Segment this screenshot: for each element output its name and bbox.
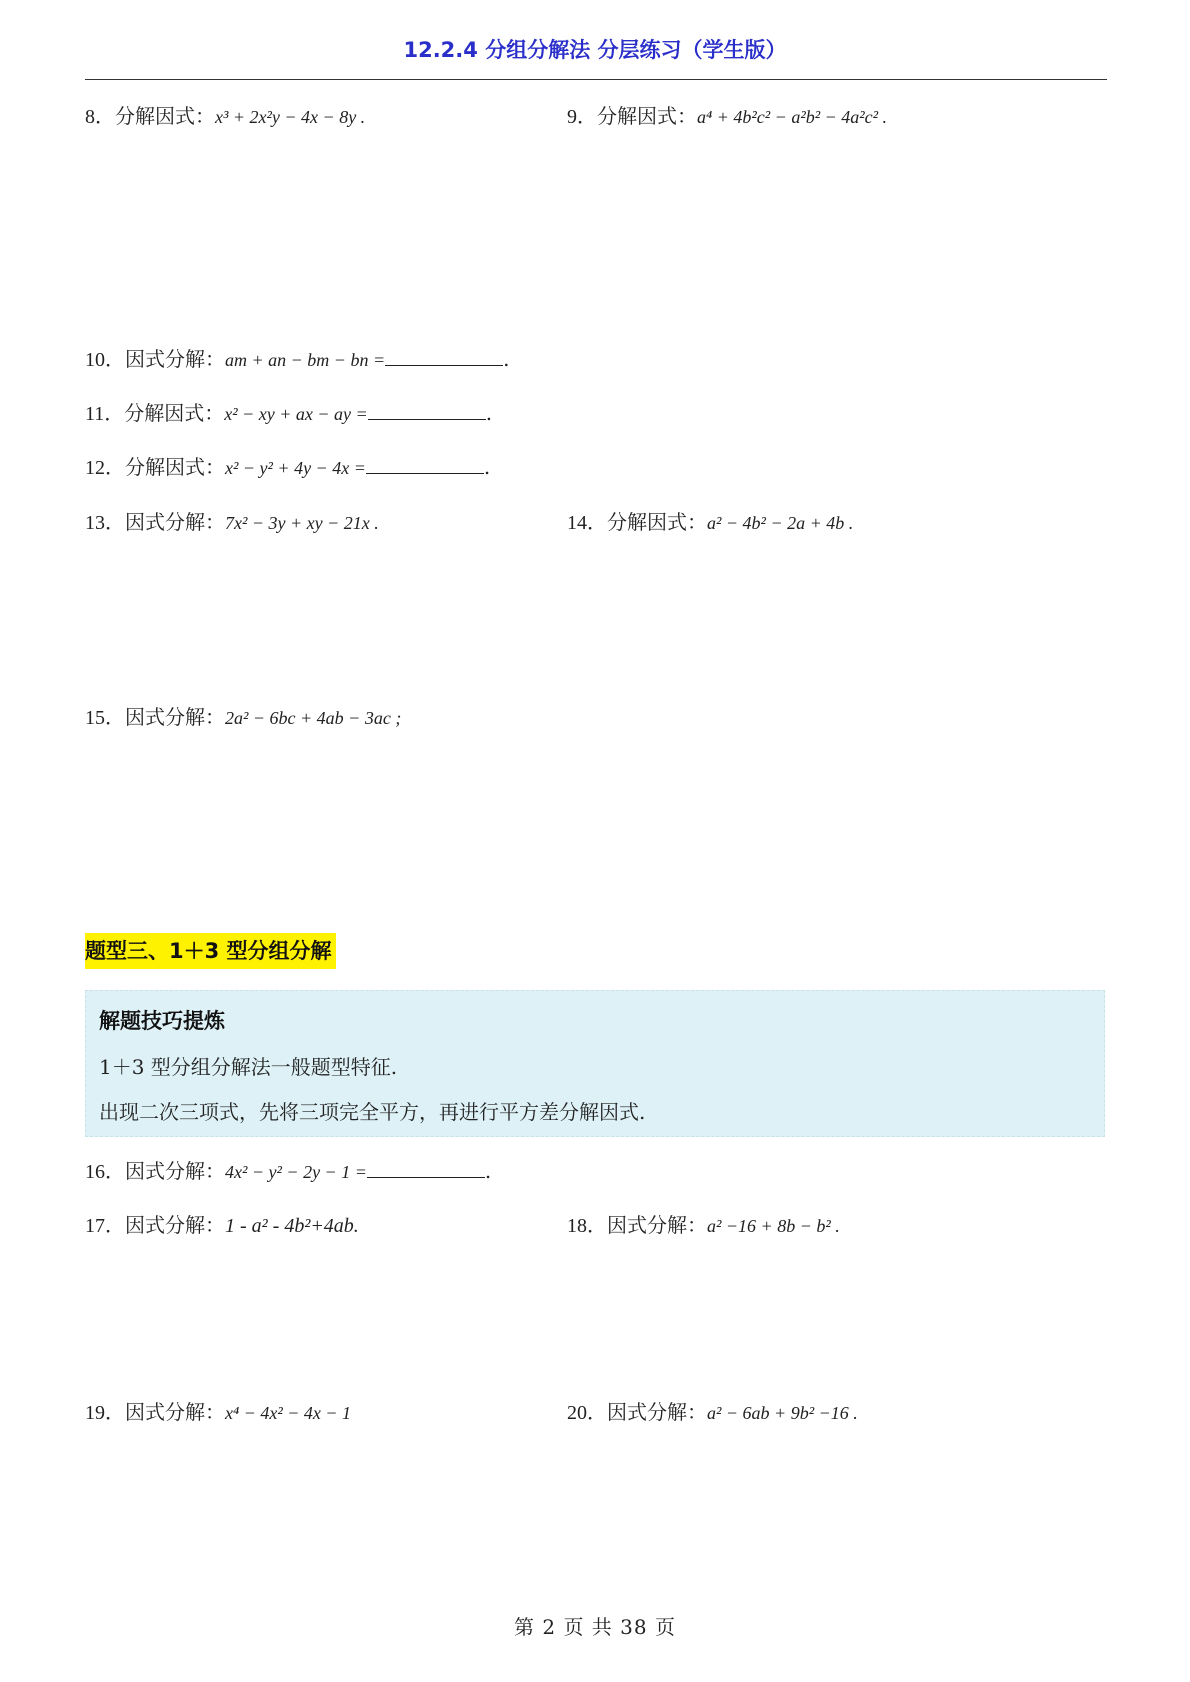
- question-number: 12．: [85, 457, 125, 479]
- question-16: [85, 1157, 491, 1186]
- header-divider: [85, 79, 1107, 80]
- question-label: 因式分解：: [125, 705, 225, 729]
- question-label: 分解因式：: [597, 104, 697, 128]
- question-10: [85, 345, 509, 374]
- question-13: [85, 508, 379, 537]
- question-number: 13．: [85, 512, 125, 534]
- question-expression: x² − y² + 4y − 4x =: [225, 458, 366, 478]
- question-number: 17．: [85, 1215, 125, 1237]
- question-17: [85, 1211, 359, 1240]
- question-number: 8．: [85, 106, 115, 128]
- question-11: [85, 399, 492, 428]
- question-expression: a² − 4b² − 2a + 4b .: [707, 513, 854, 533]
- question-expression: 1 - a² - 4b²+4ab.: [225, 1215, 359, 1237]
- tips-line: 出现二次三项式，先将三项完全平方，再进行平方差分解因式.: [99, 1100, 646, 1124]
- question-expression: 4x² − y² − 2y − 1 =: [225, 1162, 367, 1182]
- question-label: 因式分解：: [607, 1400, 707, 1424]
- page-footer: 第 2 页 共 38 页: [514, 1615, 676, 1639]
- tips-box: [85, 990, 1105, 1137]
- question-label: 分解因式：: [125, 455, 225, 479]
- answer-blank[interactable]: [366, 455, 484, 474]
- question-number: 14．: [567, 512, 607, 534]
- question-expression: 7x² − 3y + xy − 21x .: [225, 513, 379, 533]
- question-18: [567, 1211, 840, 1240]
- question-8: [85, 102, 365, 131]
- question-label: 分解因式：: [124, 401, 225, 425]
- question-label: 分解因式：: [607, 510, 707, 534]
- question-label: 因式分解：: [125, 1159, 225, 1183]
- question-number: 20．: [567, 1402, 607, 1424]
- question-number: 10．: [85, 349, 125, 371]
- question-expression: a² −16 + 8b − b² .: [707, 1216, 840, 1236]
- question-number: 9．: [567, 106, 597, 128]
- question-number: 11．: [85, 403, 125, 425]
- question-15: [85, 703, 401, 732]
- question-19: [85, 1398, 351, 1427]
- question-suffix: .: [503, 347, 510, 371]
- tips-line: 1＋3 型分组分解法一般题型特征.: [99, 1055, 398, 1079]
- page-header-title: 12.2.4 分组分解法 分层练习（学生版）: [403, 38, 787, 62]
- question-expression: x² − xy + ax − ay =: [224, 404, 368, 424]
- question-label: 因式分解：: [607, 1213, 707, 1237]
- answer-blank[interactable]: [367, 1159, 485, 1178]
- tips-title: 解题技巧提炼: [99, 1009, 225, 1033]
- question-suffix: .: [484, 1159, 492, 1183]
- question-label: 因式分解：: [125, 1400, 225, 1424]
- question-20: [567, 1398, 858, 1427]
- question-suffix: .: [483, 455, 491, 479]
- question-number: 19．: [85, 1402, 125, 1424]
- question-9: [567, 102, 887, 131]
- answer-blank[interactable]: [368, 401, 486, 420]
- question-expression: a² − 6ab + 9b² −16 .: [707, 1403, 858, 1423]
- question-expression: am + an − bm − bn =: [225, 350, 386, 370]
- section-heading: 题型三、1＋3 型分组分解: [85, 933, 336, 969]
- question-14: [567, 508, 853, 537]
- question-expression: a⁴ + 4b²c² − a²b² − 4a²c² .: [697, 107, 888, 127]
- question-expression: x³ + 2x²y − 4x − 8y .: [215, 107, 366, 127]
- question-number: 16．: [85, 1161, 125, 1183]
- question-expression: x⁴ − 4x² − 4x − 1: [225, 1403, 352, 1423]
- question-label: 因式分解：: [125, 347, 225, 371]
- question-suffix: .: [485, 401, 493, 425]
- question-12: [85, 453, 490, 482]
- question-number: 18．: [567, 1215, 607, 1237]
- question-label: 因式分解：: [125, 510, 225, 534]
- question-number: 15．: [85, 707, 125, 729]
- answer-blank[interactable]: [385, 347, 503, 366]
- question-label: 因式分解：: [125, 1213, 225, 1237]
- question-expression: 2a² − 6bc + 4ab − 3ac ;: [225, 708, 402, 728]
- question-label: 分解因式：: [115, 104, 215, 128]
